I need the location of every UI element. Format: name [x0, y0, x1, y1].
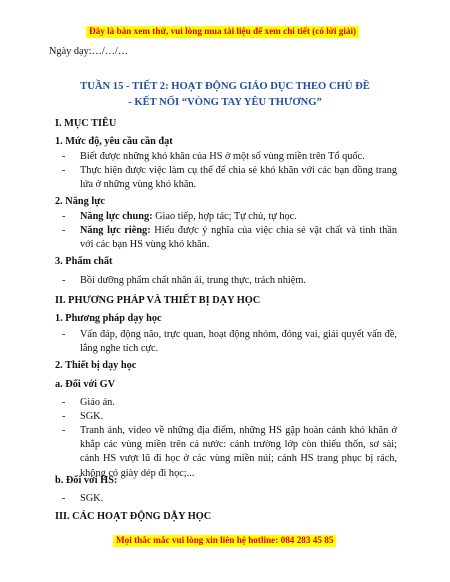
- subheading-equipment: 2. Thiết bị dạy học: [55, 360, 137, 371]
- list-item: - SGK.: [62, 410, 397, 424]
- section-heading-methods: II. PHƯƠNG PHÁP VÀ THIẾT BỊ DẠY HỌC: [55, 295, 261, 306]
- list-item: - Năng lực chung: Giao tiếp, hợp tác; Tự chủ, tự học.: [62, 210, 397, 224]
- bullet-dash: -: [62, 397, 66, 408]
- bullet-dash: -: [62, 211, 66, 222]
- bullet-dash: -: [62, 411, 66, 422]
- section-heading-objectives: I. MỤC TIÊU: [55, 118, 117, 129]
- list-item: - Thực hiện được việc làm cụ thể để chia sẻ khó khăn với các bạn đồng trang lứa ở những vùng khó khăn.: [62, 165, 397, 191]
- list-item: - Giáo án.: [62, 396, 397, 410]
- hotline-footer: Mọi thắc mắc vui lòng xin liên hệ hotline: 084 283 45 85: [113, 535, 336, 547]
- item-label: Năng lực chung:: [80, 211, 153, 222]
- teaching-date: Ngày dạy:…/…/…: [49, 46, 129, 57]
- section-heading-activities: III. CÁC HOẠT ĐỘNG DẬY HỌC: [55, 511, 212, 522]
- bullet-dash: -: [62, 493, 66, 504]
- bullet-dash: -: [62, 275, 66, 286]
- item-label: Năng lực riêng:: [80, 225, 151, 236]
- preview-banner: Đây là bản xem thử, vui lòng mua tài liệu để xem chi tiết (có lời giải): [86, 26, 359, 38]
- subheading-requirements: 1. Mức độ, yêu cầu cần đạt: [55, 136, 173, 147]
- list-item: - Vấn đáp, động não, trực quan, hoạt động nhóm, đóng vai, giải quyết vấn đề, lắng nghe tích cực.: [62, 329, 397, 355]
- subheading-qualities: 3. Phẩm chất: [55, 256, 113, 267]
- list-item: - SGK.: [62, 492, 397, 506]
- bullet-dash: -: [62, 329, 66, 340]
- subheading-for-teacher: a. Đối với GV: [55, 379, 116, 390]
- bullet-dash: -: [62, 425, 66, 436]
- subheading-for-students: b. Đối với HS:: [55, 475, 118, 486]
- list-item: - Năng lực riêng: Hiểu được ý nghĩa của việc chia sẻ vật chất và tinh thần với các bạn HS vùng khó khăn.: [62, 225, 397, 251]
- bullet-dash: -: [62, 165, 66, 176]
- bullet-dash: -: [62, 151, 66, 162]
- list-item: - Tranh ảnh, video về những địa điểm, những HS gặp hoàn cảnh khó khăn ở khắp các vùng miền trên cả nước: cảnh trường lớp còn thiếu thốn, sơ sài; cảnh HS vượt lũ đi học ở các vùng miền núi; cảnh HS trang phục bị rách, không có giày dép đi học;...: [62, 425, 397, 479]
- subheading-competencies: 2. Năng lực: [55, 196, 105, 207]
- list-item: - Biết được những khó khăn của HS ở một số vùng miền trên Tổ quốc.: [62, 150, 397, 164]
- lesson-title-line-1: TUẦN 15 - TIẾT 2: HOẠT ĐỘNG GIÁO DỤC THEO CHỦ ĐỀ: [80, 81, 370, 92]
- lesson-title-line-2: - KẾT NỐI “VÒNG TAY YÊU THƯƠNG”: [128, 97, 322, 108]
- list-item: - Bồi dưỡng phẩm chất nhân ái, trung thực, trách nhiệm.: [62, 274, 397, 288]
- subheading-teaching-methods: 1. Phương pháp dạy học: [55, 313, 162, 324]
- bullet-dash: -: [62, 225, 66, 236]
